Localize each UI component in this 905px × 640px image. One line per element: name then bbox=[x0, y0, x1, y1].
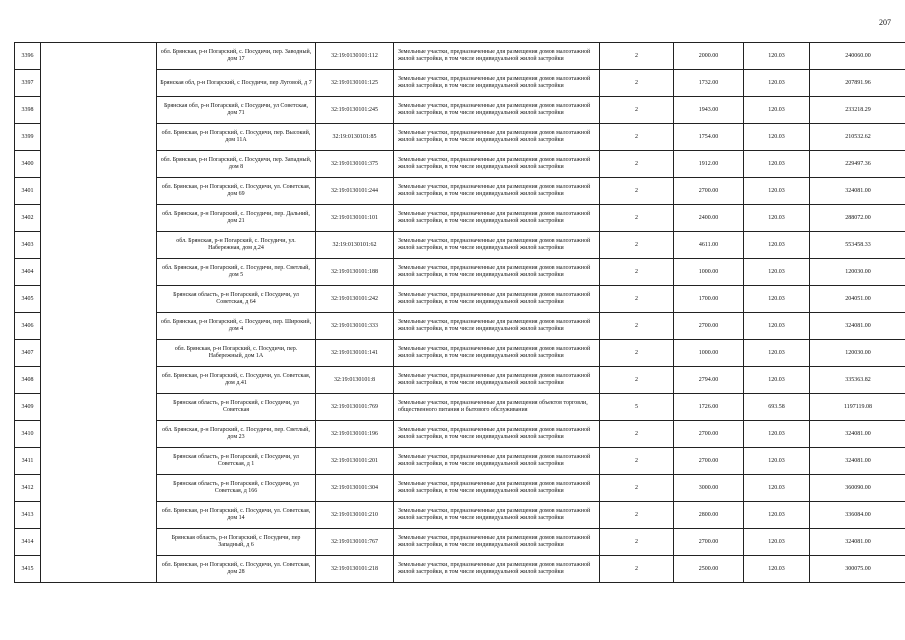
area-cell: 2500.00 bbox=[674, 556, 744, 583]
spacer-cell bbox=[41, 529, 157, 556]
land-use-cell: Земельные участки, предназначенные для размещения домов малоэтажной жилой застройки, в том числе индивидуальной жилой застройки bbox=[394, 70, 600, 97]
address-cell: Брянская область, р-н Погарский, с Посудичи, ул Советская bbox=[157, 394, 316, 421]
group-cell: 2 bbox=[600, 124, 674, 151]
area-cell: 3000.00 bbox=[674, 475, 744, 502]
land-use-cell: Земельные участки, предназначенные для размещения домов малоэтажной жилой застройки, в том числе индивидуальной жилой застройки bbox=[394, 556, 600, 583]
table-row bbox=[15, 43, 905, 70]
row-number-cell: 3412 bbox=[15, 475, 41, 502]
specific-value-cell: 120.03 bbox=[744, 556, 810, 583]
spacer-cell bbox=[41, 70, 157, 97]
area-cell: 2700.00 bbox=[674, 448, 744, 475]
table-row bbox=[15, 448, 905, 475]
land-use-cell: Земельные участки, предназначенные для размещения объектов торговли, общественного питания и бытового обслуживания bbox=[394, 394, 600, 421]
group-cell: 2 bbox=[600, 421, 674, 448]
area-cell: 2700.00 bbox=[674, 421, 744, 448]
address-cell: обл. Брянская, р-н Погарский, с. Посудичи, ул. Советская, дом 69 bbox=[157, 178, 316, 205]
spacer-cell bbox=[41, 367, 157, 394]
table-row bbox=[15, 205, 905, 232]
cadastral-value-cell: 120030.00 bbox=[810, 259, 905, 286]
cadastral-value-cell: 553458.33 bbox=[810, 232, 905, 259]
group-cell: 5 bbox=[600, 394, 674, 421]
page-number: 207 bbox=[879, 18, 891, 27]
specific-value-cell: 120.03 bbox=[744, 448, 810, 475]
table-row bbox=[15, 367, 905, 394]
cadastral-number-cell: 32:19:0130101:242 bbox=[316, 286, 394, 313]
land-use-cell: Земельные участки, предназначенные для размещения домов малоэтажной жилой застройки, в том числе индивидуальной жилой застройки bbox=[394, 313, 600, 340]
cadastral-value-cell: 324081.00 bbox=[810, 421, 905, 448]
row-number-cell: 3401 bbox=[15, 178, 41, 205]
spacer-cell bbox=[41, 286, 157, 313]
specific-value-cell: 120.03 bbox=[744, 313, 810, 340]
cadastral-number-cell: 32:19:0130101:201 bbox=[316, 448, 394, 475]
table-row bbox=[15, 502, 905, 529]
table-row bbox=[15, 124, 905, 151]
cadastral-value-cell: 324081.00 bbox=[810, 178, 905, 205]
specific-value-cell: 120.03 bbox=[744, 43, 810, 70]
address-cell: Брянская область, р-н Погарский, с Посудичи, пер Западный, д 6 bbox=[157, 529, 316, 556]
table-row bbox=[15, 313, 905, 340]
group-cell: 2 bbox=[600, 178, 674, 205]
cadastral-number-cell: 32:19:0130101:62 bbox=[316, 232, 394, 259]
spacer-cell bbox=[41, 178, 157, 205]
cadastral-value-cell: 120030.00 bbox=[810, 340, 905, 367]
spacer-cell bbox=[41, 340, 157, 367]
row-number-cell: 3406 bbox=[15, 313, 41, 340]
cadastral-number-cell: 32:19:0130101:8 bbox=[316, 367, 394, 394]
row-number-cell: 3397 bbox=[15, 70, 41, 97]
spacer-cell bbox=[41, 475, 157, 502]
specific-value-cell: 120.03 bbox=[744, 340, 810, 367]
address-cell: обл. Брянская, р-н Погарский, с. Посудичи, пер. Светлый, дом 23 bbox=[157, 421, 316, 448]
row-number-cell: 3404 bbox=[15, 259, 41, 286]
group-cell: 2 bbox=[600, 340, 674, 367]
address-cell: Брянская обл, р-н Погарский, с Посудичи, пер Луговой, д 7 bbox=[157, 70, 316, 97]
address-cell: обл. Брянская, р-н Погарский, с. Посудичи, ул. Советская, дом 28 bbox=[157, 556, 316, 583]
specific-value-cell: 120.03 bbox=[744, 502, 810, 529]
row-number-cell: 3410 bbox=[15, 421, 41, 448]
cadastral-value-cell: 324081.00 bbox=[810, 448, 905, 475]
address-cell: обл. Брянская, р-н Погарский, с. Посудичи, пер. Светлый, дом 5 bbox=[157, 259, 316, 286]
cadastral-number-cell: 32:19:0130101:375 bbox=[316, 151, 394, 178]
group-cell: 2 bbox=[600, 475, 674, 502]
address-cell: обл. Брянская, р-н Погарский, с. Посудичи, ул. Советская, дом д.41 bbox=[157, 367, 316, 394]
spacer-cell bbox=[41, 151, 157, 178]
land-use-cell: Земельные участки, предназначенные для размещения домов малоэтажной жилой застройки, в том числе индивидуальной жилой застройки bbox=[394, 502, 600, 529]
group-cell: 2 bbox=[600, 97, 674, 124]
row-number-cell: 3400 bbox=[15, 151, 41, 178]
land-use-cell: Земельные участки, предназначенные для размещения домов малоэтажной жилой застройки, в том числе индивидуальной жилой застройки bbox=[394, 151, 600, 178]
spacer-cell bbox=[41, 421, 157, 448]
land-use-cell: Земельные участки, предназначенные для размещения домов малоэтажной жилой застройки, в том числе индивидуальной жилой застройки bbox=[394, 286, 600, 313]
cadastral-value-cell: 288072.00 bbox=[810, 205, 905, 232]
row-number-cell: 3409 bbox=[15, 394, 41, 421]
table-row bbox=[15, 475, 905, 502]
spacer-cell bbox=[41, 232, 157, 259]
area-cell: 2800.00 bbox=[674, 502, 744, 529]
cadastral-number-cell: 32:19:0130101:304 bbox=[316, 475, 394, 502]
spacer-cell bbox=[41, 394, 157, 421]
group-cell: 2 bbox=[600, 205, 674, 232]
table-row bbox=[15, 70, 905, 97]
cadastral-number-cell: 32:19:0130101:333 bbox=[316, 313, 394, 340]
cadastral-value-cell: 207891.96 bbox=[810, 70, 905, 97]
row-number-cell: 3398 bbox=[15, 97, 41, 124]
land-use-cell: Земельные участки, предназначенные для размещения домов малоэтажной жилой застройки, в том числе индивидуальной жилой застройки bbox=[394, 43, 600, 70]
row-number-cell: 3403 bbox=[15, 232, 41, 259]
specific-value-cell: 120.03 bbox=[744, 205, 810, 232]
land-use-cell: Земельные участки, предназначенные для размещения домов малоэтажной жилой застройки, в том числе индивидуальной жилой застройки bbox=[394, 259, 600, 286]
land-use-cell: Земельные участки, предназначенные для размещения домов малоэтажной жилой застройки, в том числе индивидуальной жилой застройки bbox=[394, 124, 600, 151]
specific-value-cell: 120.03 bbox=[744, 151, 810, 178]
cadastral-value-cell: 1197119.08 bbox=[810, 394, 905, 421]
row-number-cell: 3405 bbox=[15, 286, 41, 313]
group-cell: 2 bbox=[600, 313, 674, 340]
specific-value-cell: 120.03 bbox=[744, 259, 810, 286]
address-cell: обл. Брянская, р-н Погарский, с. Посудичи, пер. Западный, дом 8 bbox=[157, 151, 316, 178]
land-use-cell: Земельные участки, предназначенные для размещения домов малоэтажной жилой застройки, в том числе индивидуальной жилой застройки bbox=[394, 367, 600, 394]
land-use-cell: Земельные участки, предназначенные для размещения домов малоэтажной жилой застройки, в том числе индивидуальной жилой застройки bbox=[394, 529, 600, 556]
land-use-cell: Земельные участки, предназначенные для размещения домов малоэтажной жилой застройки, в том числе индивидуальной жилой застройки bbox=[394, 421, 600, 448]
cadastral-value-cell: 336084.00 bbox=[810, 502, 905, 529]
area-cell: 1943.00 bbox=[674, 97, 744, 124]
land-use-cell: Земельные участки, предназначенные для размещения домов малоэтажной жилой застройки, в том числе индивидуальной жилой застройки bbox=[394, 448, 600, 475]
address-cell: обл. Брянская, р-н Погарский, с. Посудичи, пер. Дальний, дом 21 bbox=[157, 205, 316, 232]
specific-value-cell: 120.03 bbox=[744, 421, 810, 448]
address-cell: Брянская область, р-н Погарский, с Посудичи, ул Советская, д 1 bbox=[157, 448, 316, 475]
table-row bbox=[15, 421, 905, 448]
cadastral-number-cell: 32:19:0130101:85 bbox=[316, 124, 394, 151]
address-cell: обл. Брянская, р-н Погарский, с. Посудичи, ул. Набережная, дом д.24 bbox=[157, 232, 316, 259]
table-row bbox=[15, 232, 905, 259]
address-cell: Брянская обл, р-н Погарский, с Посудичи, ул Советская, дом 71 bbox=[157, 97, 316, 124]
spacer-cell bbox=[41, 205, 157, 232]
cadastral-value-cell: 360090.00 bbox=[810, 475, 905, 502]
cadastral-number-cell: 32:19:0130101:188 bbox=[316, 259, 394, 286]
group-cell: 2 bbox=[600, 286, 674, 313]
group-cell: 2 bbox=[600, 367, 674, 394]
specific-value-cell: 120.03 bbox=[744, 529, 810, 556]
cadastral-value-table bbox=[14, 42, 905, 583]
spacer-cell bbox=[41, 502, 157, 529]
specific-value-cell: 120.03 bbox=[744, 475, 810, 502]
specific-value-cell: 120.03 bbox=[744, 232, 810, 259]
land-use-cell: Земельные участки, предназначенные для размещения домов малоэтажной жилой застройки, в том числе индивидуальной жилой застройки bbox=[394, 205, 600, 232]
spacer-cell bbox=[41, 124, 157, 151]
spacer-cell bbox=[41, 313, 157, 340]
cadastral-number-cell: 32:19:0130101:767 bbox=[316, 529, 394, 556]
row-number-cell: 3414 bbox=[15, 529, 41, 556]
spacer-cell bbox=[41, 43, 157, 70]
spacer-cell bbox=[41, 259, 157, 286]
address-cell: Брянская область, р-н Погарский, с Посудичи, ул Советская, д 64 bbox=[157, 286, 316, 313]
specific-value-cell: 693.58 bbox=[744, 394, 810, 421]
row-number-cell: 3408 bbox=[15, 367, 41, 394]
group-cell: 2 bbox=[600, 448, 674, 475]
group-cell: 2 bbox=[600, 232, 674, 259]
cadastral-number-cell: 32:19:0130101:245 bbox=[316, 97, 394, 124]
cadastral-number-cell: 32:19:0130101:244 bbox=[316, 178, 394, 205]
specific-value-cell: 120.03 bbox=[744, 367, 810, 394]
table-row bbox=[15, 394, 905, 421]
land-use-cell: Земельные участки, предназначенные для размещения домов малоэтажной жилой застройки, в том числе индивидуальной жилой застройки bbox=[394, 232, 600, 259]
cadastral-value-cell: 210532.62 bbox=[810, 124, 905, 151]
address-cell: обл. Брянская, р-н Погарский, с. Посудичи, пер. Широкий, дом 4 bbox=[157, 313, 316, 340]
cadastral-number-cell: 32:19:0130101:196 bbox=[316, 421, 394, 448]
table-row bbox=[15, 151, 905, 178]
row-number-cell: 3396 bbox=[15, 43, 41, 70]
area-cell: 1000.00 bbox=[674, 259, 744, 286]
land-use-cell: Земельные участки, предназначенные для размещения домов малоэтажной жилой застройки, в том числе индивидуальной жилой застройки bbox=[394, 178, 600, 205]
group-cell: 2 bbox=[600, 151, 674, 178]
area-cell: 1732.00 bbox=[674, 70, 744, 97]
table-row bbox=[15, 286, 905, 313]
cadastral-number-cell: 32:19:0130101:101 bbox=[316, 205, 394, 232]
address-cell: Брянская область, р-н Погарский, с Посудичи, ул Советская, д 166 bbox=[157, 475, 316, 502]
table-row bbox=[15, 178, 905, 205]
land-use-cell: Земельные участки, предназначенные для размещения домов малоэтажной жилой застройки, в том числе индивидуальной жилой застройки bbox=[394, 97, 600, 124]
cadastral-number-cell: 32:19:0130101:125 bbox=[316, 70, 394, 97]
area-cell: 4611.00 bbox=[674, 232, 744, 259]
cadastral-value-cell: 233218.29 bbox=[810, 97, 905, 124]
spacer-cell bbox=[41, 448, 157, 475]
row-number-cell: 3413 bbox=[15, 502, 41, 529]
address-cell: обл. Брянская, р-н Погарский, с. Посудичи, пер. Высокий, дом 11А bbox=[157, 124, 316, 151]
cadastral-value-cell: 240060.00 bbox=[810, 43, 905, 70]
land-use-cell: Земельные участки, предназначенные для размещения домов малоэтажной жилой застройки, в том числе индивидуальной жилой застройки bbox=[394, 340, 600, 367]
cadastral-value-cell: 300075.00 bbox=[810, 556, 905, 583]
area-cell: 2700.00 bbox=[674, 178, 744, 205]
table-row bbox=[15, 529, 905, 556]
row-number-cell: 3415 bbox=[15, 556, 41, 583]
area-cell: 1700.00 bbox=[674, 286, 744, 313]
cadastral-value-cell: 335363.82 bbox=[810, 367, 905, 394]
address-cell: обл. Брянская, р-н Погарский, с. Посудичи, пер. Набережный, дом 1А bbox=[157, 340, 316, 367]
cadastral-number-cell: 32:19:0130101:141 bbox=[316, 340, 394, 367]
table-row bbox=[15, 340, 905, 367]
area-cell: 2700.00 bbox=[674, 313, 744, 340]
cadastral-number-cell: 32:19:0130101:112 bbox=[316, 43, 394, 70]
specific-value-cell: 120.03 bbox=[744, 70, 810, 97]
cadastral-value-cell: 204051.00 bbox=[810, 286, 905, 313]
area-cell: 2794.00 bbox=[674, 367, 744, 394]
area-cell: 1726.00 bbox=[674, 394, 744, 421]
spacer-cell bbox=[41, 97, 157, 124]
group-cell: 2 bbox=[600, 43, 674, 70]
area-cell: 1000.00 bbox=[674, 340, 744, 367]
cadastral-value-cell: 324081.00 bbox=[810, 313, 905, 340]
specific-value-cell: 120.03 bbox=[744, 286, 810, 313]
area-cell: 1754.00 bbox=[674, 124, 744, 151]
cadastral-number-cell: 32:19:0130101:218 bbox=[316, 556, 394, 583]
group-cell: 2 bbox=[600, 556, 674, 583]
specific-value-cell: 120.03 bbox=[744, 97, 810, 124]
table-row bbox=[15, 259, 905, 286]
group-cell: 2 bbox=[600, 70, 674, 97]
area-cell: 2700.00 bbox=[674, 529, 744, 556]
table-row bbox=[15, 97, 905, 124]
cadastral-value-cell: 324081.00 bbox=[810, 529, 905, 556]
cadastral-number-cell: 32:19:0130101:210 bbox=[316, 502, 394, 529]
area-cell: 2000.00 bbox=[674, 43, 744, 70]
spacer-cell bbox=[41, 556, 157, 583]
cadastral-value-cell: 229497.36 bbox=[810, 151, 905, 178]
land-use-cell: Земельные участки, предназначенные для размещения домов малоэтажной жилой застройки, в том числе индивидуальной жилой застройки bbox=[394, 475, 600, 502]
table-row bbox=[15, 556, 905, 583]
specific-value-cell: 120.03 bbox=[744, 124, 810, 151]
address-cell: обл. Брянская, р-н Погарский, с. Посудичи, пер. Заводный, дом 17 bbox=[157, 43, 316, 70]
group-cell: 2 bbox=[600, 259, 674, 286]
area-cell: 2400.00 bbox=[674, 205, 744, 232]
group-cell: 2 bbox=[600, 529, 674, 556]
cadastral-number-cell: 32:19:0130101:769 bbox=[316, 394, 394, 421]
specific-value-cell: 120.03 bbox=[744, 178, 810, 205]
row-number-cell: 3399 bbox=[15, 124, 41, 151]
row-number-cell: 3411 bbox=[15, 448, 41, 475]
address-cell: обл. Брянская, р-н Погарский, с. Посудичи, ул. Советская, дом 14 bbox=[157, 502, 316, 529]
area-cell: 1912.00 bbox=[674, 151, 744, 178]
group-cell: 2 bbox=[600, 502, 674, 529]
row-number-cell: 3402 bbox=[15, 205, 41, 232]
row-number-cell: 3407 bbox=[15, 340, 41, 367]
